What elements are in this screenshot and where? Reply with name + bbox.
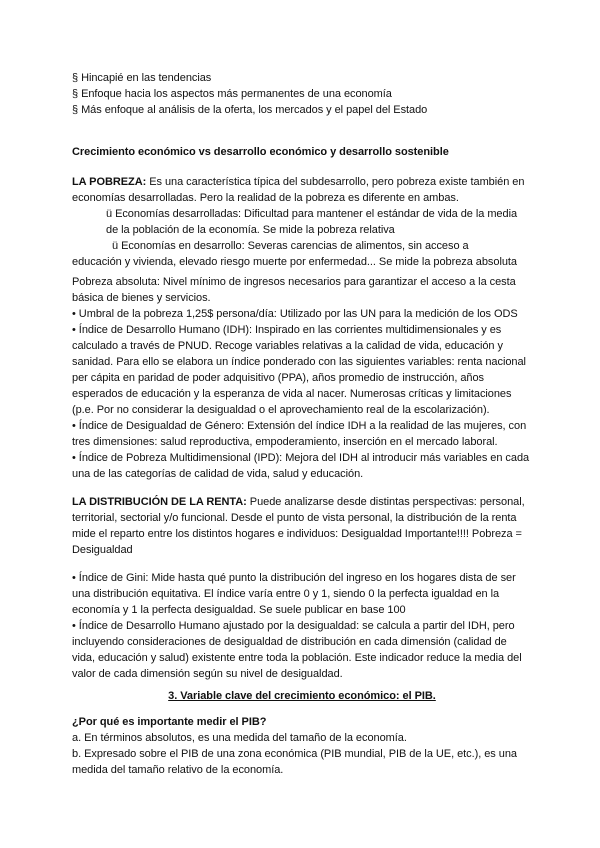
indicator-item: • Índice de Desigualdad de Género: Extensión del índice IDH a la realidad de las mujeres, con tres dimensiones: salud reproductiva, empoderamiento, inserción en el mercado laboral. (72, 420, 527, 448)
section-heading: Crecimiento económico vs desarrollo económico y desarrollo sostenible (72, 146, 449, 158)
distribucion-label: LA DISTRIBUCIÓN DE LA RENTA: (72, 496, 247, 508)
distribucion-text: Puede analizarse desde distintas perspectivas: personal, territorial, sectorial y/o funcional. Desde el punto de vista personal, la distribución de la renta mide el reparto entre los distintos hogares e individuos: Desigualdad Importante!!!! Pobreza = Desigualdad (72, 496, 525, 556)
indicator-item: • Índice de Desarrollo Humano (IDH): Inspirado en las corrientes multidimensionales y es calculado a través de PNUD. Recoge variables relativas a la calidad de vida, educación y sanidad. Para ello se elabora un índice ponderado con las siguientes variables: renta nacional per cápita en paridad de poder adquisitivo (PPA), años promedio de instrucción, años esperados de educación y la esperanza de vida al nacer. Numerosas críticas y limitaciones (p.e. Por no considerar la desigualdad o el aprovechamiento real de la escolarización). (72, 324, 526, 416)
pib-question: ¿Por qué es importante medir el PIB? (72, 716, 267, 728)
distribucion-paragraph (72, 494, 532, 558)
pib-answer: a. En términos absolutos, es una medida del tamaño de la economía. (72, 732, 407, 744)
distribution-indicator-item: • Índice de Desarrollo Humano ajustado por la desigualdad: se calcula a partir del IDH, pero incluyendo consideraciones de desigualdad de distribución en cada dimensión (calidad de vida, educación y salud) existente entre toda la población. Este indicador reduce la media del valor de cada dimensión según su nivel de desigualdad. (72, 620, 522, 680)
pobreza-paragraph (72, 174, 532, 206)
intro-bullet: § Enfoque hacia los aspectos más permanentes de una economía (72, 88, 392, 100)
pobreza-absoluta-paragraph: Pobreza absoluta: Nivel mínimo de ingresos necesarios para garantizar el acceso a la cesta básica de bienes y servicios. (72, 276, 516, 304)
distribution-indicator-item: • Índice de Gini: Mide hasta qué punto la distribución del ingreso en los hogares dista de ser una distribución equitativa. El índice varía entre 0 y 1, siendo 0 la perfecta igualdad en la economía y 1 la perfecta desigualdad. Se suele publicar en base 100 (72, 572, 516, 616)
indicator-item: • Umbral de la pobreza 1,25$ persona/día: Utilizado por las UN para la medición de los ODS (72, 308, 518, 320)
indicator-item: • Índice de Pobreza Multidimensional (IPD): Mejora del IDH al introducir más variables en cada una de las categorías de calidad de vida, salud y educación. (72, 452, 530, 480)
distribucion-section (72, 494, 532, 558)
pobreza-label: LA POBREZA: (72, 176, 147, 188)
pobreza-absoluta-section (72, 274, 532, 482)
intro-bullet: § Hincapié en las tendencias (72, 72, 212, 84)
section-heading-block (72, 144, 532, 160)
pobreza-text: Es una característica típica del subdesarrollo, pero pobreza existe también en economías desarrolladas. Pero la realidad de la pobreza es diferente en ambas. (72, 176, 525, 204)
pib-answer: b. Expresado sobre el PIB de una zona económica (PIB mundial, PIB de la UE, etc.), es una medida del tamaño relativo de la economía. (72, 748, 517, 776)
pobreza-developed: ü Economías desarrolladas: Dificultad para mantener el estándar de vida de la media de la población de la economía. Se mide la pobreza relativa (106, 208, 518, 236)
pobreza-section (72, 174, 532, 270)
intro-bullet-list (72, 70, 532, 118)
pobreza-developing-lead: ü Economías en desarrollo: Severas carencias de alimentos, sin acceso a (112, 240, 469, 252)
pib-section (72, 714, 532, 778)
distribution-indicators (72, 570, 532, 682)
intro-bullet: § Más enfoque al análisis de la oferta, los mercados y el papel del Estado (72, 104, 428, 116)
pib-heading: 3. Variable clave del crecimiento económico: el PIB. (168, 690, 436, 702)
pib-heading-block (72, 688, 532, 704)
pobreza-developing-rest: educación y vivienda, elevado riesgo muerte por enfermedad... Se mide la pobreza absoluta (72, 256, 517, 268)
